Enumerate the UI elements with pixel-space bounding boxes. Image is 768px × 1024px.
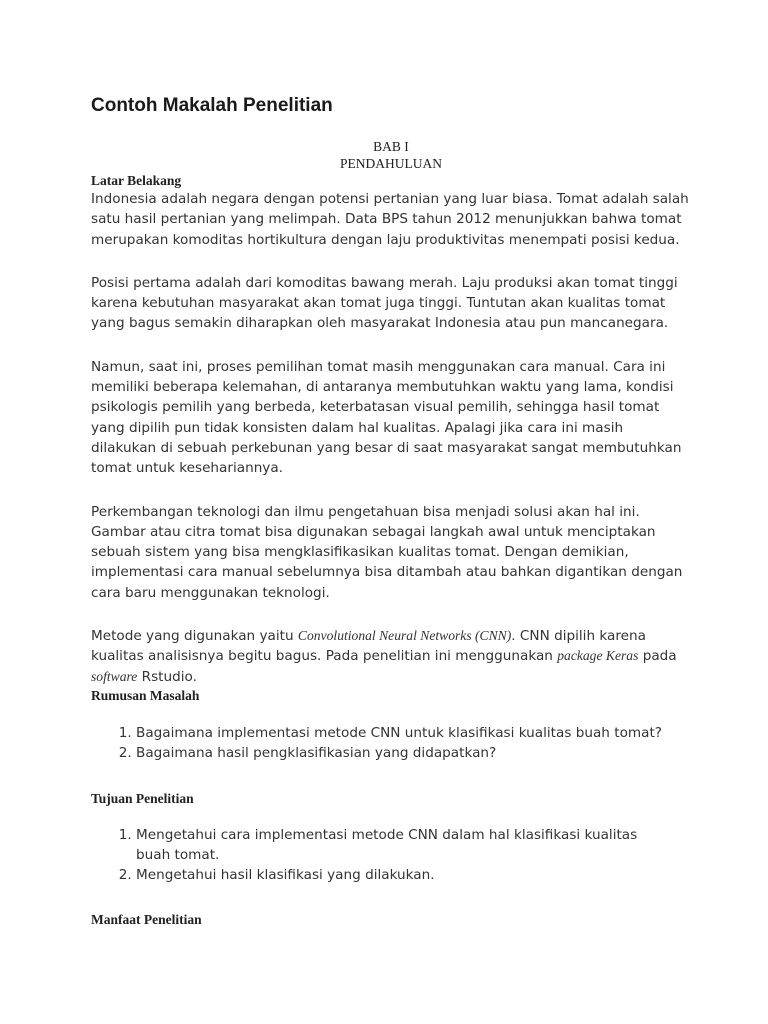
method-text: . CNN dipilih karena kualitas analisisnya begitu bagus. Pada penelitian ini menggunakan: [91, 628, 646, 665]
tujuan-penelitian-list: [91, 825, 691, 886]
method-term-software: software: [91, 668, 138, 684]
method-text: pada: [638, 648, 677, 665]
page-title: Contoh Makalah Penelitian: [91, 95, 333, 116]
method-text: Rstudio.: [137, 668, 197, 685]
method-term-package: package Keras: [557, 648, 639, 664]
rumusan-masalah-list: [91, 723, 691, 764]
section-heading-latar-belakang: Latar Belakang: [91, 173, 182, 188]
list-item: 2. Mengetahui hasil klasifikasi yang dilakukan.: [136, 865, 651, 885]
section-heading-tujuan-penelitian: Tujuan Penelitian: [91, 790, 194, 806]
section-heading-rumusan-masalah: Rumusan Masalah: [91, 687, 200, 703]
method-term-cnn: Convolutional Neural Networks (CNN): [297, 628, 512, 644]
section-heading-manfaat-penelitian: Manfaat Penelitian: [91, 912, 202, 928]
chapter-name: PENDAHULUAN: [340, 156, 442, 171]
document-page: [91, 94, 691, 928]
paragraph: Namun, saat ini, proses pemilihan tomat masih menggunakan cara manual. Cara ini memiliki beberapa kelemahan, di antaranya membutuhkan waktu yang lama, kondisi psikologis pemilih yang berbeda, keterbatasan visual pemilih, sehingga hasil tomat yang dipilih pun tidak konsisten dalam hal kualitas. Apalagi jika cara ini masih dilakukan di sebuah perkebunan yang besar di saat masyarakat sangat membutuhkan tomat untuk kesehariannya.: [91, 358, 682, 477]
list-item: 1. Bagaimana implementasi metode CNN untuk klasifikasi kualitas buah tomat?: [136, 723, 691, 743]
list-item: 2. Bagaimana hasil pengklasifikasian yang didapatkan?: [136, 743, 691, 763]
paragraph: Perkembangan teknologi dan ilmu pengetahuan bisa menjadi solusi akan hal ini. Gambar atau citra tomat bisa digunakan sebagai langkah awal untuk menciptakan sebuah sistem yang bisa mengklasifikasikan kualitas tomat. Dengan demikian, implementasi cara manual sebelumnya bisa ditambah atau bahkan digantikan dengan cara baru menggunakan teknologi.: [91, 503, 683, 601]
paragraph: Posisi pertama adalah dari komoditas bawang merah. Laju produksi akan tomat tinggi karena kebutuhan masyarakat akan tomat juga tinggi. Tuntutan akan kualitas tomat yang bagus semakin diharapkan oleh masyarakat Indonesia atau pun mancanegara.: [91, 274, 678, 332]
chapter-number: BAB I: [373, 139, 409, 154]
list-item: 1. Mengetahui cara implementasi metode CNN dalam hal klasifikasi kualitas buah tomat.: [136, 825, 651, 866]
paragraph: Indonesia adalah negara dengan potensi pertanian yang luar biasa. Tomat adalah salah satu hasil pertanian yang melimpah. Data BPS tahun 2012 menunjukkan bahwa tomat merupakan komoditas hortikultura dengan laju produktivitas menempati posisi kedua.: [91, 191, 689, 248]
method-text: Metode yang digunakan yaitu: [91, 628, 298, 645]
method-paragraph: [91, 626, 691, 687]
